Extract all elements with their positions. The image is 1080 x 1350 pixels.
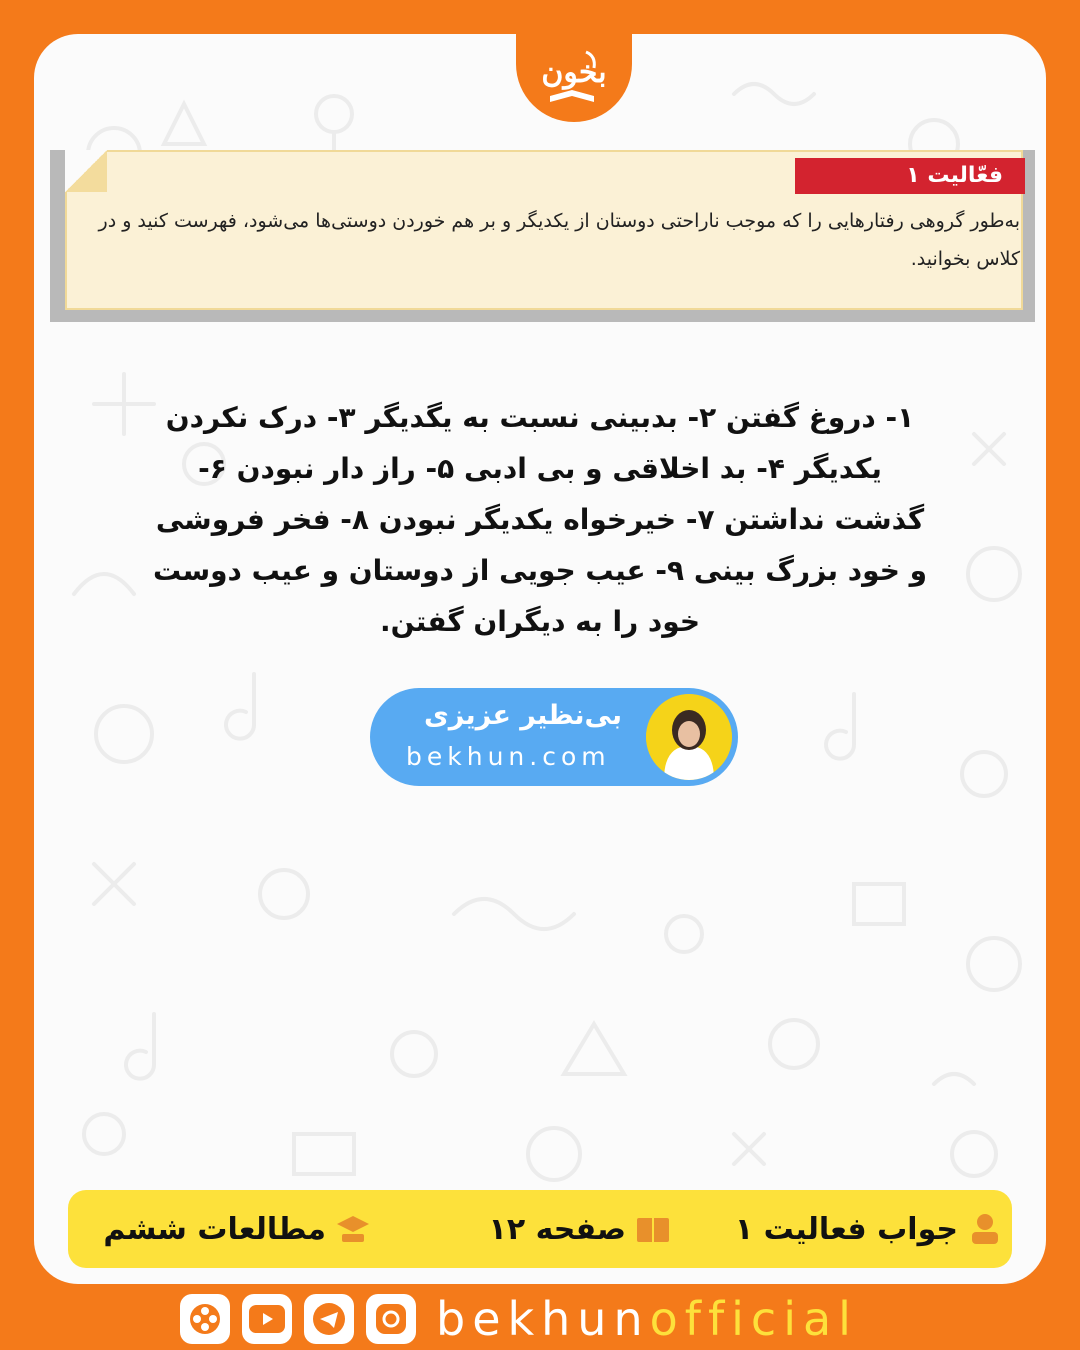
graduation-cap-icon — [334, 1210, 372, 1248]
telegram-icon[interactable] — [304, 1294, 354, 1344]
brand-handle-part1: bekhun — [436, 1292, 650, 1346]
textbook-excerpt — [50, 150, 1035, 322]
author-name: بی‌نظیر عزیزی — [423, 700, 622, 731]
footer-subject — [103, 1190, 372, 1268]
page-fold — [65, 150, 107, 192]
footer-activity — [735, 1190, 1004, 1268]
film-icon[interactable] — [180, 1294, 230, 1344]
answer-text: ۱- دروغ گفتن ۲- بدبینی نسبت به یگدیگر ۳- درک نکردن یکدیگر ۴- بد اخلاقی و بی ادبی ۵- راز دار نبودن ۶- گذشت نداشتن ۷- خیرخواه یکدیگر نبودن ۸- فخر فروشی و خود بزرگ بینی ۹- عیب جویی از دوستان و عیب دوست خود را به دیگران گفتن. — [152, 401, 928, 638]
youtube-icon[interactable] — [242, 1294, 292, 1344]
footer-info-bar — [68, 1190, 1012, 1268]
avatar — [646, 694, 732, 780]
footer-activity-label: جواب فعالیت ۱ — [734, 1211, 958, 1247]
author-site[interactable]: bekhun.com — [406, 742, 611, 771]
footer-page — [489, 1190, 672, 1268]
footer-page-label: صفحه ۱۲ — [488, 1211, 626, 1247]
brand-handle-part2: official — [649, 1292, 858, 1346]
logo-text: بخون — [541, 54, 607, 90]
instagram-icon[interactable] — [366, 1294, 416, 1344]
activity-body: به‌طور گروهی رفتارهایی را که موجب ناراحتی دوستان از یکدیگر و بر هم خوردن دوستی‌ها می‌شود، فهرست کنید و در کلاس بخوانید. — [98, 210, 1020, 270]
brand-logo — [516, 34, 632, 122]
footer-subject-label: مطالعات ششم — [103, 1211, 326, 1247]
social-bar — [180, 1290, 900, 1348]
author-badge — [370, 688, 738, 786]
author-photo-icon — [646, 694, 732, 780]
activity-title: فعّالیت ۱ — [795, 158, 1025, 194]
book-icon — [634, 1210, 672, 1248]
student-icon — [966, 1210, 1004, 1248]
brand-handle[interactable] — [436, 1291, 858, 1347]
